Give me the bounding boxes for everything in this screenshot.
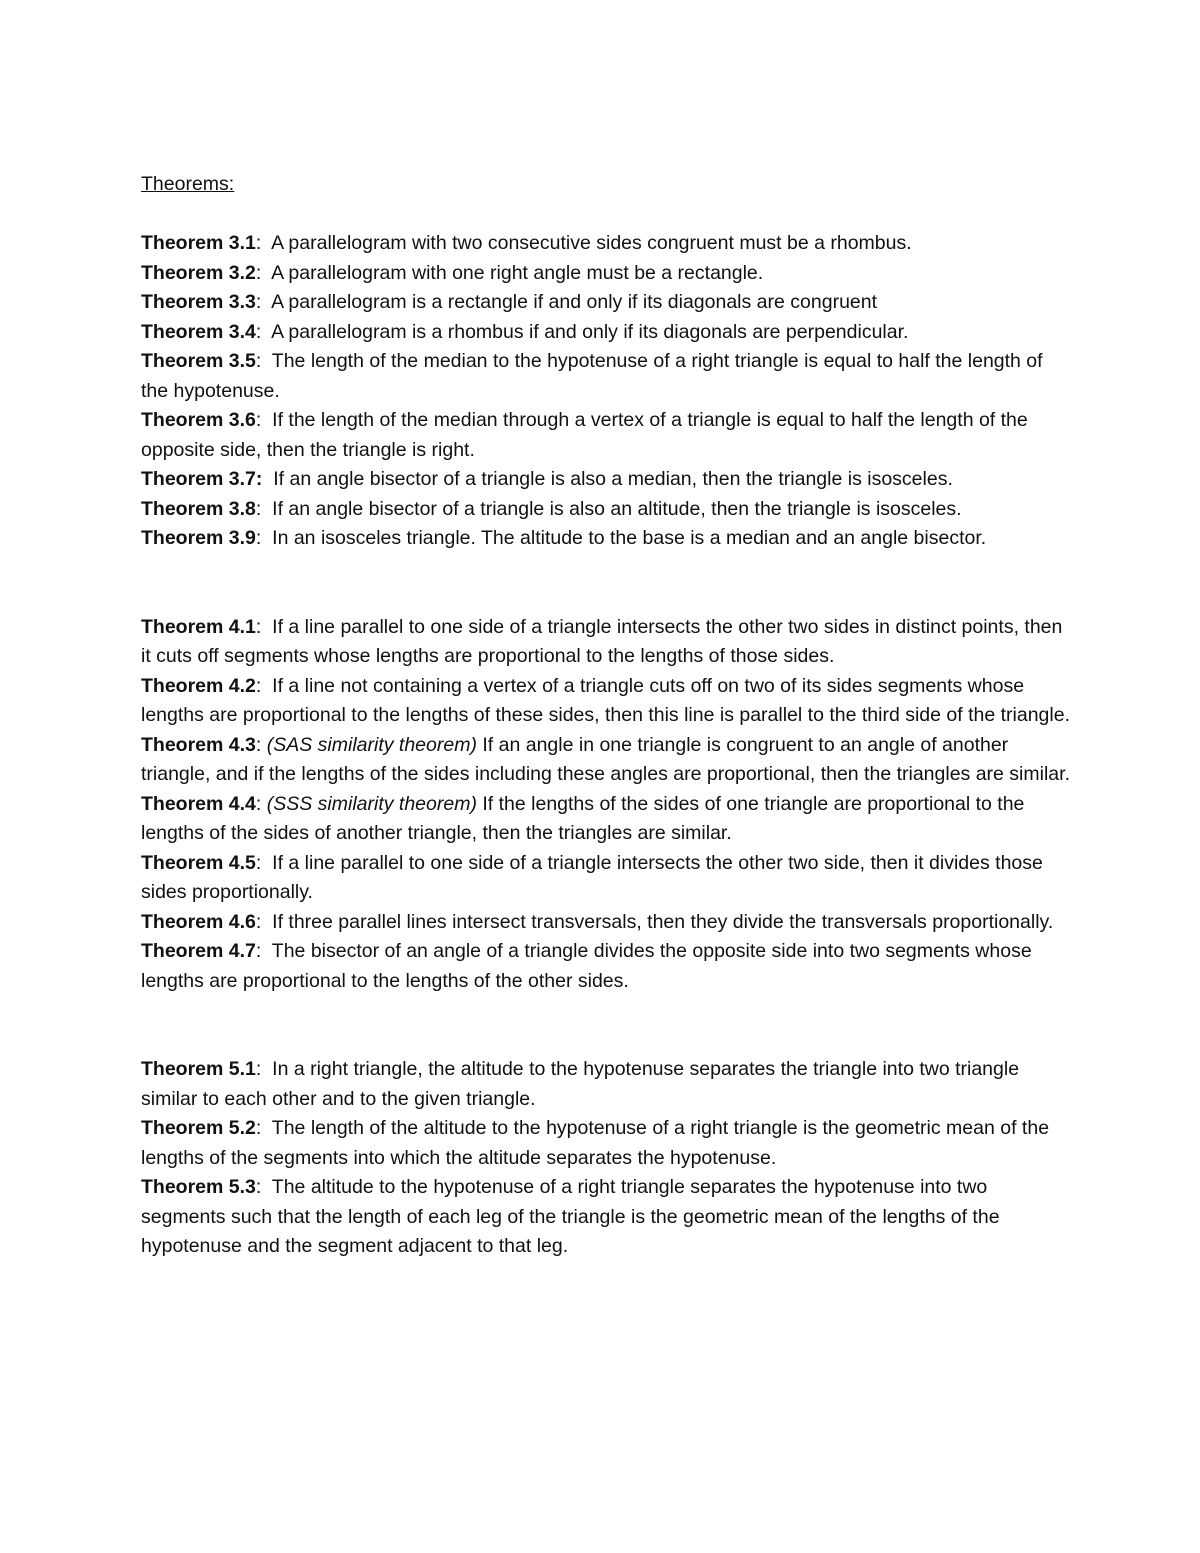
- theorem-label: Theorem 3.5: [141, 350, 256, 372]
- theorem-text: The length of the median to the hypotenuse of a right triangle is equal to half the length of the hypotenuse.: [141, 350, 1043, 402]
- theorem-item: [141, 908, 1071, 938]
- theorem-item: [141, 1173, 1071, 1262]
- theorem-separator: :: [255, 527, 273, 549]
- theorem-section: [141, 613, 1071, 997]
- theorem-separator: :: [255, 615, 273, 638]
- theorem-text: If the lengths of the sides of one triangle are proportional to the lengths of the sides of another triangle, then the triangles are similar.: [141, 792, 1025, 844]
- theorem-item: [141, 347, 1071, 406]
- theorem-note: (SAS similarity theorem): [266, 733, 477, 756]
- theorem-label: Theorem 3.9: [141, 527, 256, 549]
- document-body: [141, 170, 1071, 1262]
- theorem-text: If a line not containing a vertex of a triangle cuts off on two of its sides segments whose lengths are proportional to the lengths of these sides, then this line is parallel to the third side of the triangle.: [141, 674, 1070, 726]
- theorem-text: If the length of the median through a vertex of a triangle is equal to half the length of the opposite side, then the triangle is right.: [141, 409, 1028, 461]
- theorem-label: Theorem 3.7: [141, 468, 256, 490]
- theorem-label: Theorem 4.3: [141, 733, 256, 756]
- theorem-item: [141, 731, 1071, 790]
- theorem-text: If an angle bisector of a triangle is also an altitude, then the triangle is isosceles.: [272, 497, 962, 520]
- theorem-text: If an angle in one triangle is congruent to an angle of another triangle, and if the lengths of the sides including these angles are proportional, then the triangles are similar.: [141, 733, 1070, 785]
- theorem-item: [141, 613, 1071, 672]
- theorem-item: [141, 524, 1071, 554]
- theorem-label: Theorem 4.1: [141, 615, 256, 638]
- theorem-item: [141, 790, 1071, 849]
- theorem-separator: :: [255, 320, 272, 343]
- theorem-label: Theorem 3.2: [141, 261, 256, 284]
- theorem-separator: :: [255, 851, 273, 874]
- theorem-text: If a line parallel to one side of a triangle intersects the other two sides in distinct points, then it cuts off segments whose lengths are proportional to the lengths of those sides.: [141, 615, 1063, 667]
- theorem-text: In a right triangle, the altitude to the hypotenuse separates the triangle into two triangle similar to each other and to the given triangle.: [141, 1058, 1020, 1110]
- theorem-label: Theorem 4.7: [141, 940, 256, 962]
- theorem-item: [141, 406, 1071, 465]
- theorem-text: If three parallel lines intersect transversals, then they divide the transversals proportionally.: [272, 910, 1054, 933]
- theorem-section: [141, 1055, 1071, 1262]
- section-gap: [141, 996, 1071, 1055]
- theorem-separator: :: [255, 733, 267, 756]
- theorem-sections: [141, 229, 1071, 1262]
- theorem-label: Theorem 5.3: [141, 1176, 256, 1198]
- theorem-label: Theorem 4.2: [141, 674, 256, 697]
- theorem-separator: :: [255, 291, 272, 313]
- theorem-item: [141, 849, 1071, 908]
- theorem-text: A parallelogram with one right angle must be a rectangle.: [271, 261, 764, 284]
- theorem-label: Theorem 5.1: [141, 1058, 256, 1080]
- theorem-separator: :: [255, 350, 272, 372]
- theorem-label: Theorem 3.6: [141, 409, 256, 431]
- theorem-separator: :: [255, 940, 272, 962]
- page-heading: Theorems:: [141, 173, 235, 195]
- theorem-text: A parallelogram with two consecutive sides congruent must be a rhombus.: [271, 232, 912, 254]
- theorem-label: Theorem 3.8: [141, 497, 256, 520]
- theorem-text: A parallelogram is a rectangle if and only if its diagonals are congruent: [271, 291, 878, 313]
- theorem-item: [141, 229, 1071, 259]
- theorem-text: If a line parallel to one side of a triangle intersects the other two side, then it divides those sides proportionally.: [141, 851, 1043, 903]
- theorem-label: Theorem 3.4: [141, 320, 256, 343]
- theorem-item: [141, 318, 1071, 348]
- theorem-item: [141, 672, 1071, 731]
- theorem-item: [141, 465, 1071, 495]
- theorem-label: Theorem 4.6: [141, 910, 256, 933]
- theorem-separator: :: [255, 1117, 272, 1139]
- theorem-separator: :: [255, 674, 273, 697]
- theorem-item: [141, 937, 1071, 996]
- theorem-separator: :: [255, 1176, 272, 1198]
- theorem-label: Theorem 4.5: [141, 851, 256, 874]
- theorem-text: The bisector of an angle of a triangle divides the opposite side into two segments whose lengths are proportional to the lengths of the other sides.: [141, 940, 1032, 992]
- theorem-separator: :: [255, 261, 272, 284]
- theorem-label: Theorem 3.1: [141, 232, 256, 254]
- theorem-separator: :: [255, 232, 272, 254]
- theorem-item: [141, 495, 1071, 525]
- theorem-separator: :: [255, 792, 267, 815]
- theorem-text: A parallelogram is a rhombus if and only if its diagonals are perpendicular.: [271, 320, 909, 343]
- section-gap: [141, 554, 1071, 613]
- theorem-item: [141, 259, 1071, 289]
- theorem-label: Theorem 4.4: [141, 792, 256, 815]
- theorem-label: Theorem 3.3: [141, 291, 256, 313]
- theorem-note: (SSS similarity theorem): [266, 792, 477, 815]
- theorem-text: The altitude to the hypotenuse of a right triangle separates the hypotenuse into two segments such that the length of each leg of the triangle is the geometric mean of the lengths of the hypotenuse and the segment adjacent to that leg.: [141, 1176, 1000, 1257]
- theorem-separator: :: [255, 910, 273, 933]
- theorem-item: [141, 288, 1071, 318]
- theorem-item: [141, 1114, 1071, 1173]
- theorem-label: Theorem 5.2: [141, 1117, 256, 1139]
- theorem-separator: :: [255, 1058, 273, 1080]
- theorem-separator: :: [255, 409, 273, 431]
- theorem-separator: :: [255, 497, 273, 520]
- theorem-item: [141, 1055, 1071, 1114]
- theorem-text: If an angle bisector of a triangle is also a median, then the triangle is isosceles.: [273, 468, 953, 490]
- theorem-text: In an isosceles triangle. The altitude to the base is a median and an angle bisector.: [272, 527, 987, 549]
- theorem-text: The length of the altitude to the hypotenuse of a right triangle is the geometric mean of the lengths of the segments into which the altitude separates the hypotenuse.: [141, 1117, 1050, 1169]
- theorem-section: [141, 229, 1071, 554]
- theorem-separator: :: [255, 468, 274, 490]
